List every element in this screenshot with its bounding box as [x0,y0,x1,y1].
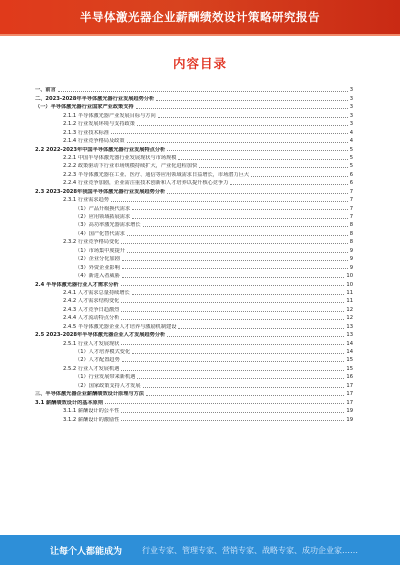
toc-entry[interactable] [35,195,353,203]
toc-leader-dots [58,91,348,92]
toc-entry[interactable] [35,288,353,296]
toc-leader-dots [178,328,344,329]
toc-leader-dots [121,420,344,421]
toc-leader-dots [121,412,344,413]
toc-entry[interactable] [35,296,353,304]
toc-entry[interactable] [35,228,353,236]
footer-experts: 行业专家、管理专家、营销专家、战略专家、成功企业家…… [142,545,359,555]
toc-entry-page: 7 [349,188,353,195]
toc-entry-title: 3.1 薪酬绩效设计的基本原则 [35,399,104,406]
toc-leader-dots [137,125,348,126]
toc-entry-title: 2.2.4 行业竞争加剧，企业需注重技术创新和人才培养以提升核心竞争力 [63,180,229,187]
toc-entry-title: （2）企业分化加剧 [75,256,120,263]
toc-entry-title: 2.2 2022-2023年中国半导体激光器行业发展特点分析 [35,146,166,153]
toc-entry[interactable] [35,389,353,397]
toc-leader-dots [122,361,345,362]
toc-entry[interactable] [35,220,353,228]
toc-entry-title: 2.4.5 半导体激光器企业人才培养与激励机制建设 [63,323,177,330]
toc-entry-page: 9 [349,264,353,271]
toc-entry-page: 6 [349,180,353,187]
toc-leader-dots [178,159,347,160]
toc-entry[interactable] [35,178,353,186]
toc-leader-dots [127,235,348,236]
toc-entry[interactable] [35,119,353,127]
toc-leader-dots [105,403,344,404]
toc-entry-title: 2.1.1 半导体激光器产业发展目标与方向 [63,112,156,119]
toc-entry-title: （2）国家政策支持人才发展 [75,382,141,389]
toc-leader-dots [132,209,348,210]
toc-entry-title: 二、2023-2028年半导体激光器行业发展趋势分析 [35,95,155,102]
toc-entry-title: （1）行业发展带来新机遇 [75,374,136,381]
toc-leader-dots [127,142,348,143]
toc-leader-dots [122,268,348,269]
toc-entry[interactable] [35,212,353,220]
toc-entry-page: 17 [346,399,353,406]
toc-entry-title: 2.4.4 人才流动特点分析 [63,315,120,322]
toc-entry-page: 15 [346,357,353,364]
toc-leader-dots [146,395,344,396]
toc-entry-title: 2.5.2 行业人才发展机遇 [63,365,120,372]
toc-leader-dots [158,117,348,118]
toc-entry-page: 3 [349,104,353,111]
toc-leader-dots [143,226,348,227]
toc-entry-title: 2.2.1 中国半导体激光器行业发展现状与市场规模 [63,154,177,161]
toc-entry-page: 4 [349,138,353,145]
toc-entry-title: 2.3.1 行业需求趋势 [63,197,109,204]
toc-entry-title: （3）外资企业影响 [75,264,120,271]
toc-entry[interactable] [35,321,353,329]
toc-entry-page: 7 [349,205,353,212]
toc-leader-dots [122,277,345,278]
toc-entry[interactable] [35,161,353,169]
toc-entry[interactable] [35,245,353,253]
toc-entry-title: （1）人才培养模式变化 [75,349,131,355]
toc-entry[interactable] [35,254,353,262]
toc-entry-page: 7 [349,197,353,204]
toc-entry-page: 5 [349,146,353,153]
toc-leader-dots [132,218,348,219]
table-of-contents [35,85,353,423]
toc-leader-dots [167,336,344,337]
toc-entry[interactable] [35,186,353,194]
toc-leader-dots [230,184,347,185]
toc-entry[interactable] [35,380,353,388]
toc-entry[interactable] [35,330,353,338]
toc-entry[interactable] [35,93,353,101]
toc-entry-title: 2.3.2 行业竞争格局变化 [63,239,120,246]
toc-leader-dots [199,167,348,168]
toc-entry-page: 3 [349,112,353,119]
toc-entry-title: （1）市场集中度提升 [75,247,125,254]
toc-entry-title: 三、半导体激光器企业薪酬绩效设计原理与方法 [35,391,144,398]
toc-entry[interactable] [35,355,353,363]
toc-leader-dots [251,176,348,177]
toc-entry[interactable] [35,153,353,161]
toc-entry-page: 19 [346,416,353,423]
toc-entry-page: 8 [349,239,353,246]
toc-entry-page: 19 [346,408,353,415]
toc-leader-dots [132,294,345,295]
toc-entry-page: 8 [349,222,353,229]
footer-banner [0,535,400,565]
toc-leader-dots [121,302,344,303]
toc-entry-title: 2.4 半导体激光器行业人才需求分析 [35,281,119,288]
toc-entry-page: 11 [346,298,353,305]
toc-leader-dots [121,285,345,286]
header-divider [0,34,400,36]
toc-entry-page: 12 [346,306,353,313]
toc-entry[interactable] [35,169,353,177]
toc-leader-dots [136,108,348,109]
toc-entry[interactable] [35,279,353,287]
report-header [0,0,400,34]
report-title: 半导体激光器企业薪酬绩效设计策略研究报告 [80,10,320,24]
toc-entry-title: 2.2.2 政策驱动下行业市场规模持续扩大，产业化进程加快 [63,163,198,170]
toc-entry-page: 14 [346,349,353,355]
toc-entry-title: 2.4.2 人才需求结构变化 [63,298,120,305]
toc-entry-title: 2.2.3 半导体激光器在工业、医疗、通信等应用领域需求日益增长，市场潜力巨大 [63,171,250,178]
toc-entry[interactable] [35,237,353,245]
toc-entry-page: 15 [346,365,353,372]
toc-entry-title: （2）应用领域拓展需求 [75,214,131,220]
toc-entry[interactable] [35,397,353,405]
toc-entry[interactable] [35,347,353,355]
toc-leader-dots [167,193,347,194]
toc-leader-dots [143,387,345,388]
toc-entry-title: （3）高功率激光器需求增长 [75,222,141,229]
toc-leader-dots [111,133,348,134]
toc-entry-page: 3 [349,95,353,102]
toc-entry[interactable] [35,338,353,346]
toc-entry[interactable] [35,85,353,93]
toc-entry-title: 2.1.2 行业发展环境与支持政策 [63,121,135,128]
toc-entry-page: 17 [346,391,353,398]
toc-entry-page: 4 [349,129,353,136]
toc-entry-page: 8 [349,230,353,237]
toc-entry-page: 9 [349,247,353,254]
toc-leader-dots [121,319,344,320]
toc-entry-page: 13 [346,332,353,339]
toc-entry[interactable] [35,136,353,144]
toc-entry[interactable] [35,304,353,312]
toc-entry[interactable] [35,313,353,321]
toc-entry-title: （4）国产化替代需求 [75,230,125,237]
toc-leader-dots [156,100,347,101]
toc-entry[interactable] [35,372,353,380]
toc-entry[interactable] [35,203,353,211]
toc-entry-title: 2.3 2023-2028年我国半导体激光器行业发展趋势分析 [35,188,166,195]
toc-entry-page: 9 [349,256,353,263]
footer-slogan: 让每个人都能成为 [50,546,123,557]
toc-entry[interactable] [35,144,353,152]
toc-entry-title: （4）新进入者威胁 [75,273,120,280]
toc-entry-page: 3 [349,87,353,94]
toc-entry[interactable] [35,127,353,135]
toc-leader-dots [132,353,344,354]
toc-leader-dots [121,243,347,244]
toc-entry[interactable] [35,102,353,110]
toc-leader-dots [167,150,347,151]
toc-leader-dots [121,370,344,371]
toc-leader-dots [137,378,344,379]
toc-leader-dots [121,311,344,312]
toc-entry-page: 7 [349,214,353,220]
toc-entry-title: 2.4.1 人才需求总量持续增长 [63,289,130,296]
toc-entry[interactable] [35,110,353,118]
toc-entry-page: 3 [349,121,353,128]
toc-entry-title: 2.5 2023-2028年半导体激光器企业人才发展趋势分析 [35,332,166,339]
toc-entry-page: 6 [349,171,353,178]
toc-entry-page: 10 [346,281,353,288]
toc-entry-page: 14 [346,340,353,347]
toc-entry-title: 3.1.2 薪酬设计的激励性 [63,416,120,423]
toc-entry[interactable] [35,262,353,270]
toc-leader-dots [127,252,348,253]
toc-leader-dots [121,344,344,345]
toc-entry[interactable] [35,414,353,422]
toc-entry-title: （2）人才配置趋势 [75,357,120,364]
toc-title: 内容目录 [172,56,227,71]
toc-entry-title: 2.1.4 行业竞争格局及政策 [63,138,125,145]
toc-entry-page: 12 [346,315,353,322]
toc-entry-title: （1）产品升级换代需求 [75,205,131,212]
toc-entry-page: 5 [349,154,353,161]
toc-entry-page: 13 [346,323,353,330]
toc-entry-title: 2.1.3 行业技术标准 [63,129,109,136]
toc-entry-title: 2.5.1 行业人才发展现状 [63,340,120,347]
toc-entry-title: 2.4.3 人才竞争日趋激烈 [63,306,120,313]
toc-entry-page: 5 [349,163,353,170]
toc-entry-page: 16 [346,374,353,381]
toc-entry-title: 3.1.1 薪酬设计的公平性 [63,408,120,415]
toc-leader-dots [122,260,348,261]
toc-entry-page: 11 [346,289,353,296]
toc-entry-title: （一）半导体激光器行业国家产业政策支持 [35,104,134,111]
toc-entry[interactable] [35,406,353,414]
toc-leader-dots [111,201,348,202]
toc-entry-page: 10 [346,273,353,280]
toc-entry-page: 17 [346,382,353,389]
toc-entry[interactable] [35,363,353,371]
toc-entry-title: 一、前言 [35,87,56,94]
toc-entry[interactable] [35,271,353,279]
